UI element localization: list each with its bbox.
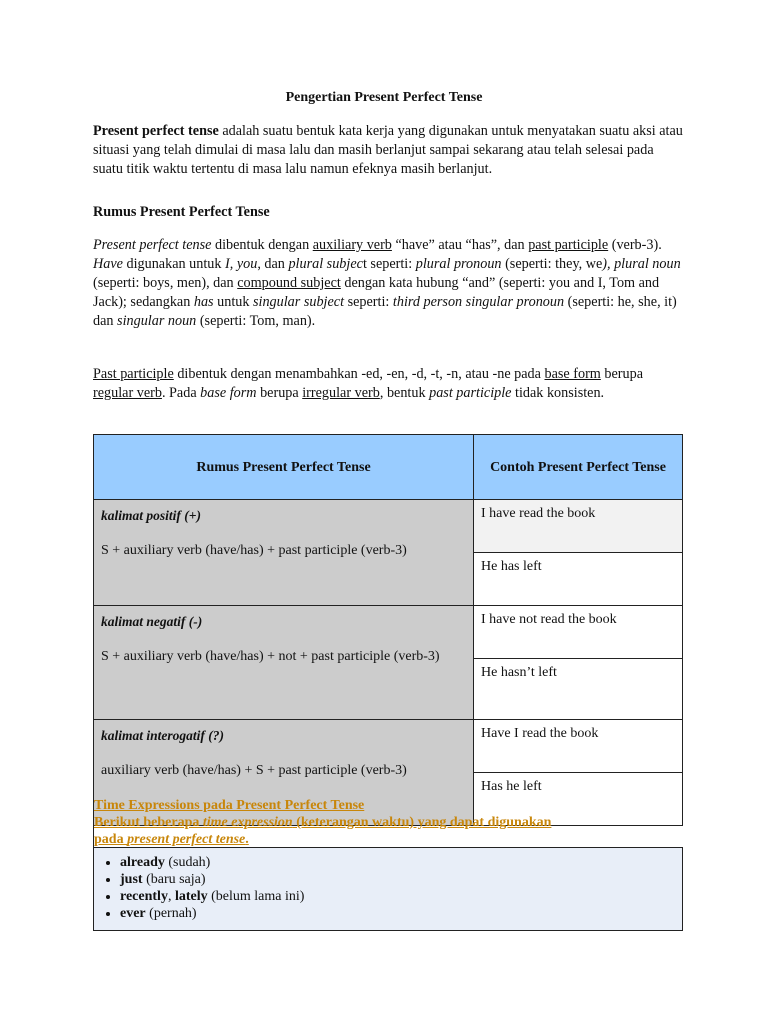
link-past-participle[interactable]: Past participle	[93, 366, 174, 382]
list-item	[120, 871, 682, 888]
list-item	[120, 888, 682, 905]
expression-meaning: (belum lama ini)	[207, 889, 305, 904]
text-span: third person singular pronoun	[392, 294, 565, 310]
text-span: (seperti: he, she, it) dan	[93, 294, 677, 329]
sentence-type: kalimat positif (+)	[101, 508, 201, 523]
link-irregular-verb[interactable]: irregular verb	[302, 385, 380, 401]
time-expressions-heading	[93, 797, 551, 848]
example-cell: Has he left	[474, 773, 683, 826]
text-span: berupa	[600, 366, 643, 382]
text-span: tidak konsisten.	[511, 385, 605, 401]
table-header-formula: Rumus Present Perfect Tense	[94, 435, 474, 500]
expression-word: already	[120, 855, 165, 870]
table-header-row	[94, 435, 683, 500]
link-regular-verb[interactable]: regular verb	[93, 385, 162, 401]
text-span: “have” atau “has”, dan	[391, 237, 529, 253]
text-span: singular subject	[253, 294, 345, 310]
expression-meaning: (sudah)	[164, 855, 211, 870]
formula-text: auxiliary verb (have/has) + S + past participle (verb-3)	[101, 763, 407, 778]
rumus-heading: Rumus Present Perfect Tense	[93, 204, 270, 220]
rumus-paragraph	[93, 236, 683, 331]
expression-word: just	[120, 872, 143, 887]
link-base-form[interactable]: base form	[544, 366, 601, 382]
intro-paragraph	[93, 122, 683, 179]
page-title: Pengertian Present Perfect Tense	[285, 90, 483, 105]
text-span: (seperti: they, we	[501, 256, 603, 272]
sentence-type: kalimat interogatif (?)	[101, 728, 224, 743]
table-row	[94, 500, 683, 553]
time-heading-line2	[94, 814, 551, 831]
text-span: Berikut beberapa	[94, 815, 203, 830]
link-auxiliary-verb[interactable]: auxiliary verb	[312, 237, 392, 253]
formula-cell	[94, 500, 474, 606]
expression-separator: ,	[167, 889, 175, 904]
list-item	[120, 854, 682, 871]
expression-word: recently	[120, 889, 168, 904]
text-span: Present perfect tense	[93, 237, 212, 253]
time-expressions-list-box	[93, 847, 683, 931]
intro-term: Present perfect tense	[93, 123, 219, 139]
expression-meaning: (baru saja)	[142, 872, 206, 887]
text-span: seperti:	[344, 294, 393, 310]
text-span: dibentuk dengan menambahkan -ed, -en, -d, -t, -n, atau -ne pada	[173, 366, 545, 382]
text-span: pada	[94, 832, 128, 847]
participle-paragraph	[93, 365, 683, 403]
text-span: digunakan untuk	[122, 256, 225, 272]
example-cell: He hasn’t left	[474, 659, 683, 720]
text-span: (seperti: boys, men), dan	[93, 275, 238, 291]
text-span: t seperti:	[362, 256, 416, 272]
text-span: has	[193, 294, 214, 310]
text-span: I, you	[225, 256, 258, 272]
text-span: Have	[93, 256, 123, 272]
text-span: dibentuk dengan	[211, 237, 313, 253]
example-cell: I have not read the book	[474, 606, 683, 659]
text-span: untuk	[213, 294, 253, 310]
time-expressions-list	[94, 854, 682, 922]
text-span: , bentuk	[379, 385, 430, 401]
example-cell: Have I read the book	[474, 720, 683, 773]
text-span: time expression	[202, 815, 293, 830]
table-header-example: Contoh Present Perfect Tense	[474, 435, 683, 500]
text-span: , dan	[257, 256, 289, 272]
text-span: past participle	[429, 385, 512, 401]
list-item	[120, 905, 682, 922]
time-heading-line3	[94, 831, 551, 848]
example-cell: He has left	[474, 553, 683, 606]
link-past-participle[interactable]: past participle	[528, 237, 609, 253]
rumus-table	[93, 434, 683, 826]
text-span: (seperti: Tom, man).	[196, 313, 316, 329]
formula-cell	[94, 606, 474, 720]
text-span: base form	[200, 385, 257, 401]
text-span: (keterangan waktu) yang dapat digunakan	[292, 815, 552, 830]
table-row	[94, 606, 683, 659]
text-span: present perfect tense	[127, 832, 246, 847]
text-span: .	[245, 832, 249, 847]
text-span: (verb-3).	[608, 237, 662, 253]
example-cell: I have read the book	[474, 500, 683, 553]
text-span: ), plural noun	[602, 256, 681, 272]
text-span: singular noun	[117, 313, 197, 329]
text-span: . Pada	[161, 385, 201, 401]
expression-word: lately	[174, 889, 208, 904]
table-row	[94, 720, 683, 773]
formula-text: S + auxiliary verb (have/has) + past participle (verb-3)	[101, 543, 407, 558]
link-compound-subject[interactable]: compound subject	[237, 275, 341, 291]
text-span: plural subjec	[288, 256, 363, 272]
text-span: dengan kata hubung “and” (seperti: you and I, Tom and Jack); sedangkan	[93, 275, 660, 310]
text-span: berupa	[256, 385, 303, 401]
intro-text: adalah suatu bentuk kata kerja yang digunakan untuk menyatakan suatu aksi atau situasi yang telah dimulai di masa lalu dan masih berlanjut sampai sekarang atau telah selesai pada suatu titik waktu tertentu di masa lalu namun efeknya masih berlanjut.	[93, 123, 683, 177]
sentence-type: kalimat negatif (-)	[101, 614, 203, 629]
text-span: plural pronoun	[415, 256, 502, 272]
formula-text: S + auxiliary verb (have/has) + not + past participle (verb-3)	[101, 649, 440, 664]
expression-word: ever	[120, 906, 146, 921]
time-heading-line1: Time Expressions pada Present Perfect Tense	[94, 798, 365, 813]
expression-meaning: (pernah)	[145, 906, 197, 921]
